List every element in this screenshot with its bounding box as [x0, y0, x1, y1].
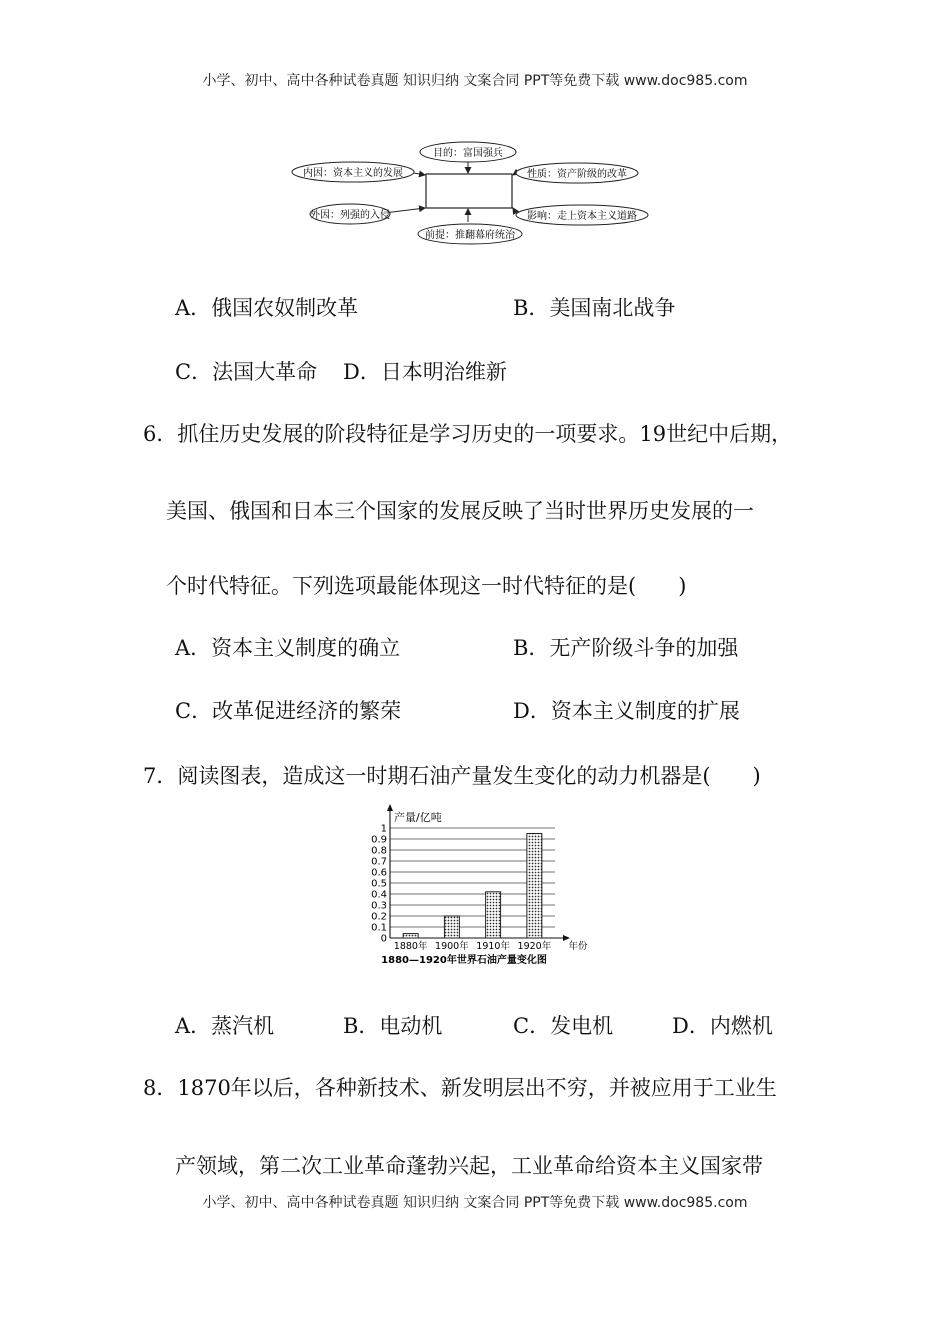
diagram-right-bottom: 影响：走上资本主义道路: [527, 211, 637, 222]
q6-option-b[interactable]: B．无产阶级斗争的加强: [513, 636, 739, 660]
chart-xtick-label: 1910年: [476, 941, 510, 952]
q8-stem-line-2: 产领域，第二次工业革命蓬勃兴起，工业革命给资本主义国家带: [175, 1154, 763, 1178]
diagram-right-top: 性质：资产阶级的改革: [527, 169, 627, 180]
diagram-bottom: 前提：推翻幕府统治: [425, 230, 515, 241]
q7-option-c[interactable]: C．发电机: [513, 1014, 614, 1038]
q7-option-d[interactable]: D．内燃机: [672, 1014, 773, 1038]
q8-stem-line-1: 8．1870年以后，各种新技术、新发明层出不穷，并被应用于工业生: [143, 1076, 777, 1100]
q6-option-c[interactable]: C．改革促进经济的繁荣: [175, 699, 402, 723]
chart-ytick-label: 0.7: [371, 856, 387, 868]
concept-diagram: [290, 138, 670, 254]
page-footer: 小学、初中、高中各种试卷真题 知识归纳 文案合同 PPT等免费下载 www.doc985.com: [202, 1195, 748, 1211]
q5-option-a[interactable]: A．俄国农奴制改革: [175, 296, 359, 320]
chart-bar-1910年: [486, 892, 501, 938]
q7-option-b[interactable]: B．电动机: [343, 1014, 443, 1038]
chart-ytick-label: 0: [380, 933, 387, 945]
chart-title: 1880—1920年世界石油产量变化图: [381, 955, 547, 966]
chart-ytick-label: 0.6: [371, 867, 387, 879]
q6-stem-line-1: 6．抓住历史发展的阶段特征是学习历史的一项要求。19世纪中后期，: [143, 422, 793, 446]
q5-option-b[interactable]: B．美国南北战争: [513, 296, 676, 320]
q7-option-a[interactable]: A．蒸汽机: [175, 1014, 275, 1038]
chart-bar-1920年: [527, 834, 542, 939]
chart-xtick-label: 1900年: [435, 941, 469, 952]
diagram-top: 目的：富国强兵: [433, 148, 503, 159]
chart-ytick-label: 0.1: [371, 922, 387, 934]
chart-ytick-label: 1: [380, 823, 387, 835]
chart-ytick-label: 0.2: [371, 911, 387, 923]
chart-ytick-label: 0.8: [371, 845, 387, 857]
chart-ytick-label: 0.5: [371, 878, 387, 890]
chart-bar-1880年: [403, 934, 418, 938]
diagram-left-top: 内因：资本主义的发展: [303, 168, 403, 179]
chart-ytick-label: 0.3: [371, 900, 387, 912]
page-header: 小学、初中、高中各种试卷真题 知识归纳 文案合同 PPT等免费下载 www.doc985.com: [202, 73, 748, 89]
q6-stem-line-2: 美国、俄国和日本三个国家的发展反映了当时世界历史发展的一: [166, 499, 754, 523]
chart-xlabel: 年份: [568, 941, 588, 952]
chart-ytick-label: 0.4: [371, 889, 387, 901]
q7-stem: 7．阅读图表，造成这一时期石油产量发生变化的动力机器是( ): [143, 764, 761, 788]
chart-ylabel: 产量/亿吨: [394, 811, 442, 824]
q6-option-a[interactable]: A．资本主义制度的确立: [175, 636, 401, 660]
chart-xtick-label: 1880年: [393, 941, 428, 952]
q6-stem-line-3: 个时代特征。下列选项最能体现这一时代特征的是( ): [166, 574, 687, 598]
diagram-left-bottom: 外因：列强的入侵: [310, 210, 390, 221]
oil-production-chart: [360, 802, 600, 970]
q5-option-c[interactable]: C．法国大革命: [175, 360, 318, 384]
chart-xtick-label: 1920年: [517, 941, 552, 952]
chart-bar-1900年: [444, 916, 459, 938]
q5-option-d[interactable]: D．日本明治维新: [343, 360, 507, 384]
chart-ytick-label: 0.9: [371, 834, 387, 846]
q6-option-d[interactable]: D．资本主义制度的扩展: [513, 699, 740, 723]
